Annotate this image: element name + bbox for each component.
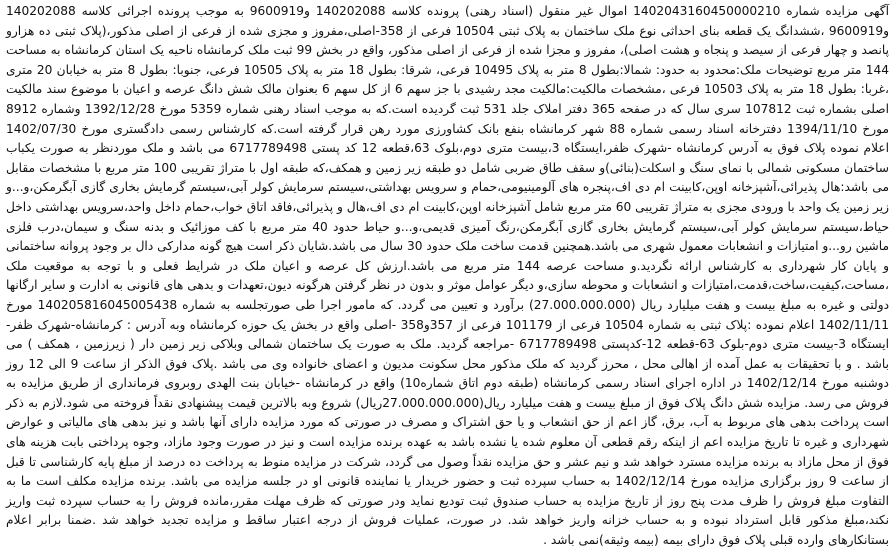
- notice-body: آگهی مزایده شماره 1402043160450000210 اموال غیر منقول (اسناد رهنی) پرونده کلاسه 140202088 و9600919 به موجب پرونده اجرائی کلاسه 140202088 و9600919 ،ششدانگ یک قطعه بنای احداثی نوع ملک ساختمان به پلاک ثبتی 10504 فرعی از 358-اصلی،مفروز و مجزی شده از فرعی از اصلی مذکور،(پلاک ثبتی ده هزارو پانصد و چهار فرعی از سیصد و پنجاه و هشت اصلی)، مفروز و مجزا شده از فرعی از اصلی مذکور، واقع در بخش 99 ثبت ملک کرمانشاه ناحیه یک استان کرمانشاه به مساحت 144 متر مربع توضیحات ملک:محدود به حدود: شمالا:بطول 8 متر به پلاک 10495 فرعی، شرقا: بطول 18 متر به پلاک 10505 فرعی، جنوبا: بطول 8 متر به خیابان 20 متری ،غربا: بطول 18 متر به پلاک 10503 فرعی ،مشخصات مالکیت:مالکیت مجد رشیدی با جز سهم 6 از کل سهم 6 بعنوان مالک شش دانگ عرصه و اعیان با موضوع سند مالکیت اصلی بشماره ثبت 107812 سری سال که در صفحه 365 دفتر املاک جلد 531 ثبت گردیده است.که به موجب اسناد رهنی شماره 5359 مورخ 1392/12/28 وشماره 8912 مورخ 1394/11/10 دفترخانه اسناد رسمی شماره 88 شهر کرمانشاه بنفع بانک کشاورزی مورد رهن قرار گرفته است.که کارشناس رسمی دادگستری مورخ 1402/07/30 اعلام نموده پلاک فوق به آدرس کرمانشاه -شهرک ظفر،ایستگاه 3،بیست متری دوم،بلوک 63،قطعه 12 کد پستی 6717789498 می باشد و ملک موردنظر به صورت یکباب ساختمان مسکونی شمالی با نمای سنگ و اسکلت(بنائی)و سقف طاق ضربی شامل دو طبقه زیر زمین و همکف،که طبقه اول با متراژ تقریبی 100 متر مربع با مشخصات مقابل می باشد:هال پذیرائی،آشپزخانه اوپن،کابینت ام دی اف،پنجره های آلومینیومی،حمام و سرویس بهداشتی،سیستم سرمایش کولر آبی،سیستم گرمایش بخاری گازی آبگرمکن،و...و زیر زمین یک واحد با ورودی مجزی به متراژ تقریبی 60 متر مربع شامل آشپزخانه اوپن،کابینت ام دی اف،هال و پذیرائی،فاقد اتاق خواب،حمام داخل واحد،سرویس بهداشتی داخل حیاط،سیستم سرمایش کولر آبی،سیستم گرمایش بخاری گازی آبگرمکن،رنگ آمیزی قدیمی،و...و حیاط حدود 40 متر مربع با کف موزائیک و بدنه سنگ و سیمان،درب فلزی ماشین رو...و امتیازات و انشعابات معمول شهری می باشد.همچنین قدمت ساخت ملک حدود 30 سال می باشد.شایان ذکر است هیچ گونه مدارکی دال بر وجود پروانه ساختمانی و پایان کار شهرداری به کارشناس ارائه نگردید.و مساحت عرصه 144 متر مربع می باشد.ارزش کل عرصه و اعیان ملک در شرایط فعلی و با توجه به موقعیت ملک ،مساحت،کیفیت،ساخت،قدمت،امتیازات و انشعابات و محوطه سازی،و دیگر عوامل موثر و بدون در نظر گرفتن هرگونه دیون،تعهدات و بدهی های قانونی به ادارت و سایر ارگانها دولتی و غیره به مبلغ بیست و هفت میلیارد ریال (27.000.000.000) برآورد و تعیین می گردد. که مامور اجرا طی صورتجلسه به شماره 140205816045005438 مورخ 1402/11/11 اعلام نموده :پلاک ثبتی به شماره 10504 فرعی از 101179 فرعی از 357و358 -اصلی واقع در بخش یک حوزه کرمانشاه وبه آدرس : کرمانشاه-شهرک ظفر-ایستگاه 3-بیست متری دوم-بلوک 63-قطعه 12-کدپستی 6717789498 -مراجعه گردید. ملک به صورت یک ساختمان شمالی وبلاکی زیر زمین دار ( زیرزمین ، همکف ) می باشد . و با تحقیقات به عمل آمده از اهالی محل ، محرز گردید که ملک مذکور محل سکونت مدیون و اعضای خانواده وی می باشد .پلاک فوق الذکر از ساعت 9 الی 12 روز دوشنبه مورخ 1402/12/14 در اداره اجرای اسناد رسمی کرمانشاه (طبقه دوم اتاق شماره10) واقع در کرمانشاه -خیابان بنت الهدی روبروی فرمانداری از طریق مزایده به فروش می رسد. مزایده شش دانگ پلاک فوق از مبلغ بیست و هفت میلیارد ریال(27.000.000.000ریال) شروع وبه بالاترین قیمت پیشنهادی نقداً فروخته می شود.لازم به ذکر است پرداخت بدهی های مربوط به آب، برق، گاز اعم از حق انشعاب و یا حق اشتراک و مصرف در صورتی که مورد مزایده دارای آنها باشد و نیز بدهی های مالیاتی و عوارض شهرداری و غیره تا تاریخ مزایده اعم از اینکه رقم قطعی آن معلوم شده یا نشده باشد به عهده برنده مزایده است و نیز در صورت وجود مازاد، وجوه پرداختی بابت هزینه های فوق از محل مازاد به برنده مزایده مسترد خواهد شد و نیم عشر و حق مزایده نقداً وصول می گردد، شرکت در مزایده منوط به پرداخت ده درصد از مبلغ پایه کارشناسی تا قبل از ساعت 9 روز برگزاری مزایده مورخ 1402/12/14 به حساب سپرده ثبت و حضور خریدار یا نماینده قانونی او در جلسه مزایده می باشد. برنده مزایده مکلف است ما به التفاوت مبلغ فروش را ظرف مدت پنج روز از تاریخ مزایده به حساب صندوق ثبت تودیع نماید ودر صورتی که ظرف مهلت مقرر،مانده فروش را به حساب سپرده ثبت واریز نکند،مبلغ مذکور قابل استرداد نبوده و به حساب خزانه واریز خواهد شد. در صورت، عملیات فروش از درجه اعتبار ساقط و مزایده تجدید خواهد شد .ضمنا برابر اعلام بستانکارهای وارده قبلی پلاک فوق دارای بیمه (بیمه وثیقه)نمی باشد .: [6, 4, 890, 548]
